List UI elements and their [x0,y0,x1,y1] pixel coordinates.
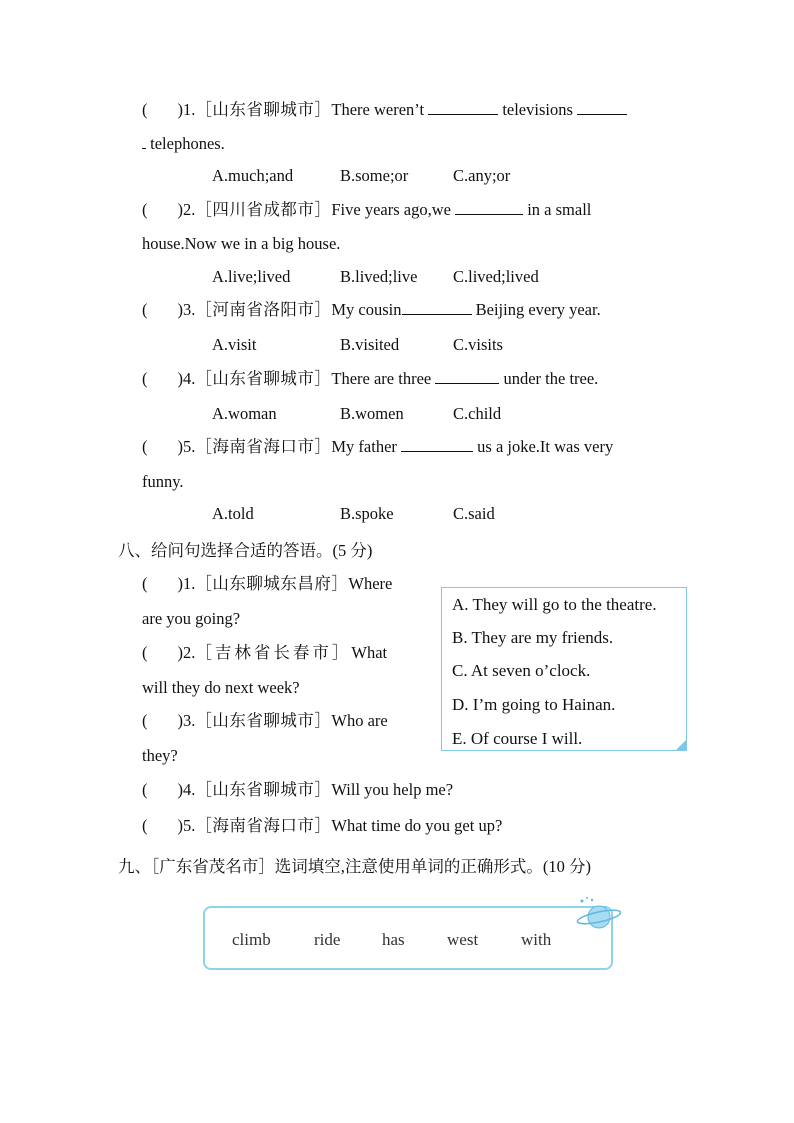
question-7-2 [142,200,591,220]
question-text: What [351,643,388,662]
answer-blank[interactable] [402,300,472,315]
option-a: A.told [212,504,254,523]
answer-blank[interactable] [435,369,499,384]
question-text: Five years ago,we [331,200,451,219]
answer-options-box [441,587,687,751]
answer-paren-close: ) [177,300,183,319]
answer-paren-open: ( [142,300,148,319]
answer-option-c: C. At seven o’clock. [452,661,591,680]
option-c: C.said [453,504,495,523]
word-bank-item: west [447,930,479,949]
option-a: A.much;and [212,166,294,185]
word-bank-item: ride [314,930,341,949]
question-8-4 [142,780,453,800]
answer-paren-open: ( [142,369,148,388]
option-a: A.live;lived [212,267,291,286]
answer-blank[interactable] [401,437,473,452]
question-source-tag: ［山东省聊城市］ [195,369,332,388]
answer-paren-open: ( [142,643,148,662]
question-text: house.Now we in a big house. [142,234,341,253]
question-number: 3. [183,711,196,730]
answer-paren-close: ) [177,780,183,799]
answer-blank[interactable] [577,100,627,115]
question-7-1 [142,100,627,120]
section-heading: 九、［广东省茂名市］选词填空,注意使用单词的正确形式。(10 分) [118,857,591,876]
question-text: Beijing every year. [475,300,601,319]
question-8-5 [142,816,502,836]
option-c: C.child [453,404,502,423]
answer-paren-close: ) [177,369,183,388]
word-bank-item: with [521,930,552,949]
question-number: 1. [183,100,196,119]
question-text: What time do you get up? [331,816,503,835]
question-number: 1. [183,574,196,593]
question-text: Will you help me? [331,780,454,799]
question-number: 5. [183,437,196,456]
answer-paren-close: ) [177,816,183,835]
question-text: in a small [527,200,592,219]
answer-paren-close: ) [177,711,183,730]
question-source-tag: ［山东聊城东昌府］ [195,574,349,593]
option-b: B.visited [340,335,400,354]
question-8-2 [142,643,387,663]
planet-icon [574,895,624,935]
option-a: A.visit [212,335,257,354]
answer-paren-close: ) [177,200,183,219]
question-number: 2. [183,643,196,662]
question-text: Where [348,574,393,593]
option-a: A.woman [212,404,277,423]
answer-paren-open: ( [142,437,148,456]
question-text: us a joke.It was very [477,437,614,456]
word-bank-box [203,906,613,970]
question-text: My cousin [331,300,402,319]
question-number: 5. [183,816,196,835]
option-c: C.visits [453,335,503,354]
answer-blank[interactable] [142,136,146,149]
question-source-tag: ［四川省成都市］ [195,200,332,219]
option-c: C.any;or [453,166,511,185]
answer-option-a: A. They will go to the theatre. [452,595,657,614]
question-7-3 [142,300,601,320]
question-text: My father [331,437,397,456]
question-source-tag: ［海南省海口市］ [195,437,332,456]
answer-paren-close: ) [177,100,183,119]
question-text: under the tree. [503,369,599,388]
option-b: B.some;or [340,166,409,185]
question-text: There weren’t [331,100,425,119]
question-source-tag: ［山东省聊城市］ [195,100,332,119]
question-text: televisions [502,100,573,119]
question-number: 2. [183,200,196,219]
question-8-1 [142,574,392,594]
section-heading: 八、给问句选择合适的答语。(5 分) [118,541,373,560]
answer-paren-close: ) [177,437,183,456]
question-text: are you going? [142,609,241,628]
answer-blank[interactable] [428,100,498,115]
option-b: B.women [340,404,404,423]
question-text: will they do next week? [142,678,300,697]
answer-paren-open: ( [142,200,148,219]
question-number: 3. [183,300,196,319]
question-text: There are three [331,369,432,388]
question-text: Who are [331,711,388,730]
answer-blank[interactable] [455,200,523,215]
option-b: B.lived;live [340,267,418,286]
option-b: B.spoke [340,504,394,523]
answer-option-b: B. They are my friends. [452,628,614,647]
question-number: 4. [183,369,196,388]
question-source-tag: ［海南省海口市］ [195,816,332,835]
answer-paren-open: ( [142,816,148,835]
option-c: C.lived;lived [453,267,539,286]
answer-option-d: D. I’m going to Hainan. [452,695,616,714]
folded-corner [675,739,687,751]
question-text: funny. [142,472,184,491]
question-source-tag: ［吉林省长春市］ [195,643,352,662]
answer-paren-open: ( [142,711,148,730]
question-7-5 [142,437,613,457]
answer-paren-close: ) [177,574,183,593]
word-bank-item: climb [232,930,271,949]
question-text: they? [142,746,178,765]
question-source-tag: ［山东省聊城市］ [195,711,332,730]
question-source-tag: ［山东省聊城市］ [195,780,332,799]
answer-paren-open: ( [142,574,148,593]
answer-option-e: E. Of course I will. [452,729,583,748]
question-source-tag: ［河南省洛阳市］ [195,300,332,319]
answer-paren-close: ) [177,643,183,662]
answer-paren-open: ( [142,100,148,119]
question-8-3 [142,711,388,731]
question-number: 4. [183,780,196,799]
question-7-4 [142,369,598,389]
question-text: telephones. [150,134,225,153]
answer-paren-open: ( [142,780,148,799]
word-bank-item: has [382,930,405,949]
question-7-1-cont [142,134,225,154]
